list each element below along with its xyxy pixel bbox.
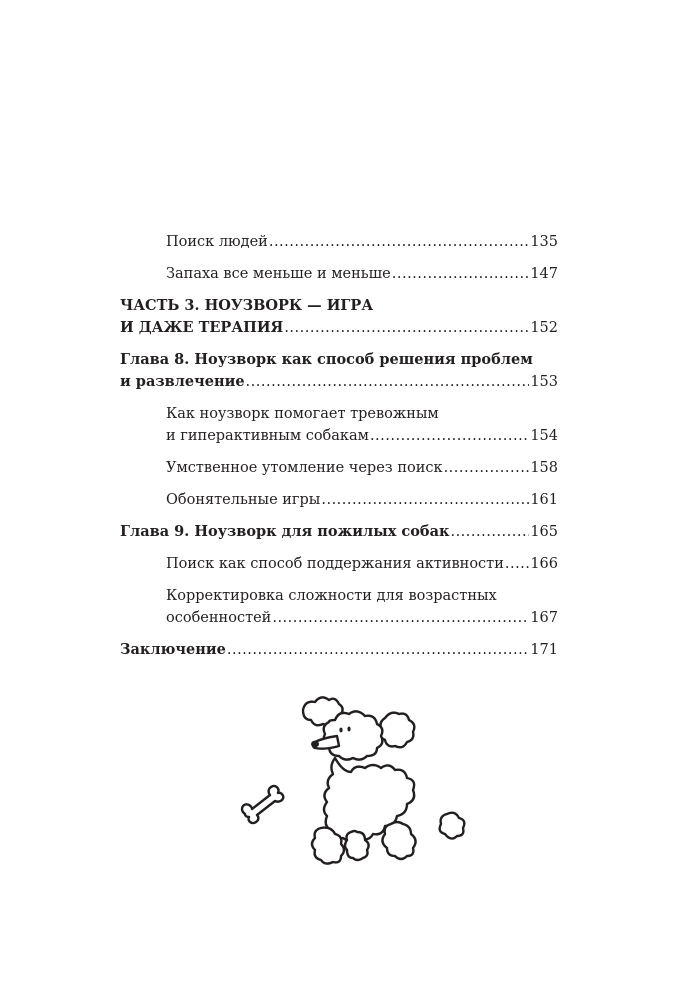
toc-entry-title-line: ЧАСТЬ 3. НОУЗВОРК — ИГРА xyxy=(120,297,374,314)
toc-line xyxy=(120,521,558,543)
eye-left xyxy=(339,728,342,733)
toc-entry-title: особенностей xyxy=(166,610,272,626)
toc-entry-title: Умственное утомление через поиск xyxy=(166,460,443,476)
dot-leader xyxy=(227,639,529,661)
toc-page-number: 171 xyxy=(530,642,558,658)
toc-page-number: 135 xyxy=(530,234,558,250)
toc-page-number: 152 xyxy=(530,320,558,336)
toc-page-number: 161 xyxy=(530,492,558,508)
toc-page-number: 167 xyxy=(530,610,558,626)
toc-line xyxy=(120,317,558,339)
dot-leader xyxy=(269,231,529,253)
toc-line xyxy=(166,553,558,575)
dot-leader xyxy=(444,457,530,479)
toc-page-number: 158 xyxy=(530,460,558,476)
dot-leader xyxy=(505,553,529,575)
toc-entry-title-line: Как ноузворк помогает тревожным xyxy=(166,406,439,422)
front-leg-right xyxy=(345,831,369,860)
poodle-illustration xyxy=(225,696,475,876)
toc-entry-title: и гиперактивным собакам xyxy=(166,428,369,444)
toc-entry xyxy=(120,489,558,511)
toc-entry-title: Обонятельные игры xyxy=(166,492,321,508)
back-leg xyxy=(382,822,415,859)
toc-page-number: 147 xyxy=(530,266,558,282)
toc-entry-title: Глава 9. Ноузворк для пожилых собак xyxy=(120,523,450,540)
dot-leader xyxy=(450,521,529,543)
toc-entry-title: и развлечение xyxy=(120,373,245,390)
toc-line xyxy=(166,607,558,629)
nose-icon xyxy=(311,741,319,748)
toc-entry-title: Поиск людей xyxy=(166,234,268,250)
eye-right xyxy=(347,727,350,732)
toc-page-number: 165 xyxy=(530,524,558,540)
toc-entry xyxy=(120,553,558,575)
toc-page-number: 154 xyxy=(530,428,558,444)
toc-line xyxy=(120,371,558,393)
toc-entry-title: Запаха все меньше и меньше xyxy=(166,266,391,282)
dot-leader xyxy=(284,317,529,339)
toc-part-entry xyxy=(120,295,558,339)
toc-line xyxy=(166,231,558,253)
toc-line xyxy=(166,457,558,479)
toc-entry xyxy=(120,403,558,447)
toc-entry-title: И ДАЖЕ ТЕРАПИЯ xyxy=(120,319,284,336)
toc-page-number: 153 xyxy=(530,374,558,390)
table-of-contents xyxy=(120,231,558,661)
toc-conclusion-entry xyxy=(120,639,558,661)
toc-chapter-entry xyxy=(120,349,558,393)
toc-chapter-entry xyxy=(120,521,558,543)
dot-leader xyxy=(392,263,530,285)
bone-icon xyxy=(242,786,283,823)
toc-entry-title-line: Корректировка сложности для возрастных xyxy=(166,588,497,604)
toc-entry-title-line: Глава 8. Ноузворк как способ решения проблем xyxy=(120,351,533,368)
toc-entry xyxy=(120,585,558,629)
toc-entry-title: Заключение xyxy=(120,641,226,658)
dot-leader xyxy=(272,607,529,629)
toc-entry-title: Поиск как способ поддержания активности xyxy=(166,556,504,572)
toc-entry xyxy=(120,263,558,285)
dot-leader xyxy=(370,425,529,447)
toc-line xyxy=(166,425,558,447)
toc-entry xyxy=(120,231,558,253)
ear-right xyxy=(380,713,415,748)
dot-leader xyxy=(321,489,529,511)
toc-entry xyxy=(120,457,558,479)
dot-leader xyxy=(246,371,530,393)
toc-line xyxy=(120,639,558,661)
toc-line xyxy=(166,263,558,285)
toc-line xyxy=(166,489,558,511)
tail-pom xyxy=(440,813,465,839)
toc-page-number: 166 xyxy=(530,556,558,572)
